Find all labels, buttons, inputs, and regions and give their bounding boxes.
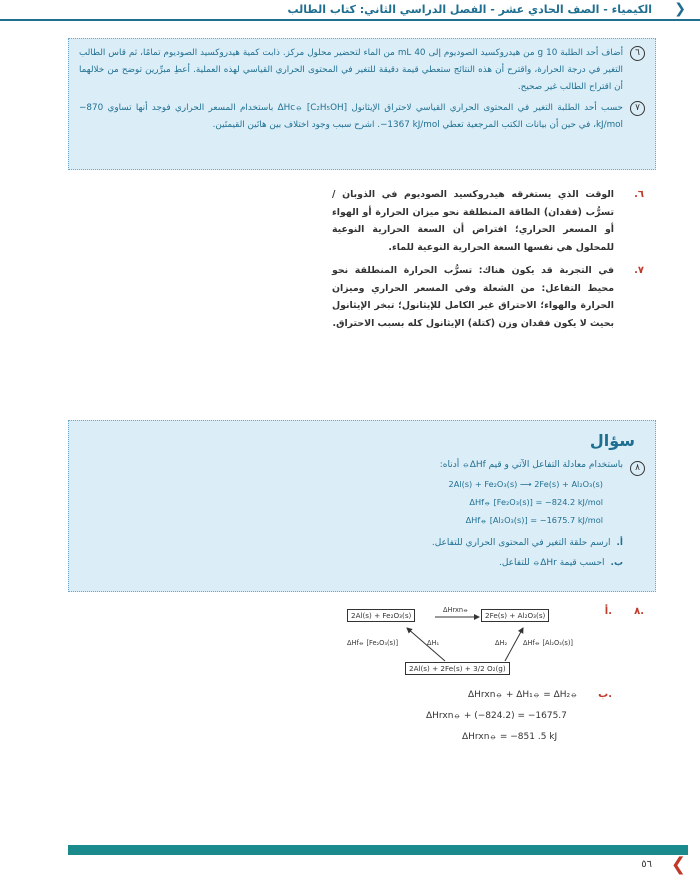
cycle-dh2-label: ΔH₂ <box>495 639 508 647</box>
answer-7-text: في التجربة قد يكون هناك: تسرُّب الحرارة المنطلقة نحو محيط التفاعل: من الشعلة وفي المسعر الحراري وميزان الحرارة والهواء؛ الاحتراق غير الكامل للإيثانول؛ تبخر الإيثانول بحيث لا يكون فقدان وزن (كتلة) الإيثانول كله بسبب الاحتراق. <box>332 265 614 329</box>
question-6-text: أضاف أحد الطلبة 10 g من هيدروكسيد الصوديوم إلى 40 mL من الماء لتحضير محلول مركز. ذابت كمية هيدروكسيد الصوديوم تمامًا، ثم قاس الطالب التغير في درجة الحرارة، واقترح أن هذه النتائج ستعطي قيمة دقيقة للتغير في المحتوى الحراري القياسي لهذه العملية. أعطِ مبرِّرين توضح من خلالهما أن اقتراح الطالب غير صحيح. <box>79 48 624 92</box>
enthalpy-cycle-diagram <box>345 606 605 688</box>
calc-line-2: ΔHrxn⦵ + (−824.2) = −1675.7 <box>426 711 567 721</box>
answer-7-number: ٧. <box>634 265 644 276</box>
page-header <box>0 0 700 22</box>
enthalpy-fe2o3: ΔHf⦵ [Fe₂O₃(s)] = −824.2 kJ/mol <box>469 497 603 507</box>
answer-8-number: ٨. <box>634 606 644 617</box>
cycle-right-label: ΔHf⦵ [Al₂O₃(s)] <box>523 639 573 647</box>
page-number: ٥٦ <box>641 859 652 870</box>
answer-8-part-a-label: أ. <box>604 606 612 617</box>
question-8-number: ٨ <box>630 461 645 476</box>
question-8-text: باستخدام معادلة التفاعل الآتي و قيم ΔHf⦵ أدناه: <box>439 460 623 470</box>
chevron-left-icon[interactable]: ❮ <box>670 854 686 875</box>
cycle-left-label: ΔHf⦵ [Fe₂O₃(s)] <box>347 639 399 647</box>
calc-line-1: ΔHrxn⦵ + ΔH₁⦵ = ΔH₂⦵ <box>468 690 578 700</box>
question-box <box>68 420 656 592</box>
question-7-text: حسب أحد الطلبة التغير في المحتوى الحراري القياسي لاحتراق الإيثانول ΔHc⦵ [C₂H₅OH] باستخدام المسعر الحراري فوجد أنها تساوي ‎−870 kJ/mol‎، في حين أن بيانات الكتب المرجعية تعطي ‎−1367 kJ/mol‎. اشرح سبب وجود اختلاف بين هاتَين القيمتَين. <box>79 103 623 130</box>
question-6 <box>79 45 645 96</box>
answer-7 <box>332 262 644 332</box>
calc-line-3: ΔHrxn⦵ = −851 .5 kJ <box>462 732 558 742</box>
chevron-right-icon[interactable]: ❯ <box>674 1 686 17</box>
answer-6 <box>332 186 644 256</box>
cycle-elements-box: 2Al(s) + 2Fe(s) + 3/2 O₂(g) <box>405 662 510 675</box>
answer-6-number: ٦. <box>634 189 644 200</box>
question-7 <box>79 100 645 134</box>
answer-8-part-b-label: ب. <box>598 689 612 700</box>
part-a-text: ارسم حلقة التغير في المحتوى الحراري للتفاعل. <box>431 538 611 548</box>
question-8-part-a <box>432 538 623 548</box>
question-8-part-b <box>499 558 623 568</box>
question-6-number: ٦ <box>630 46 645 61</box>
cycle-reactants-box: 2Al(s) + Fe₂O₃(s) <box>347 609 415 622</box>
answer-6-text: الوقت الذي يستغرقه هيدروكسيد الصوديوم في الذوبان / تسرُّب (فقدان) الطاقة المنطلقة نحو ميزان الحرارة أو الهواء أو المسعر الحراري؛ افتراض أن السعة الحرارية النوعية للمحلول هي نفسها السعة الحرارية النوعية للماء. <box>332 189 614 253</box>
part-b-label: ب. <box>610 558 623 568</box>
reaction-equation: 2Al(s) + Fe₂O₃(s) ⟶ 2Fe(s) + Al₂O₃(s) <box>448 479 603 489</box>
question-7-number: ٧ <box>630 101 645 116</box>
part-b-text: احسب قيمة ΔHr⦵ للتفاعل. <box>498 558 605 568</box>
right-arrow <box>505 628 523 661</box>
left-arrow <box>407 628 445 661</box>
cycle-dh1-label: ΔH₁ <box>427 639 440 647</box>
question-box-title: سؤال <box>589 431 635 450</box>
enthalpy-al2o3: ΔHf⦵ [Al₂O₃(s)] = −1675.7 kJ/mol <box>465 515 603 525</box>
header-title: الكيمياء - الصف الحادي عشر - الفصل الدراسي الثاني: كتاب الطالب <box>287 3 652 16</box>
cycle-top-label: ΔHrxn⦵ <box>443 606 469 614</box>
answers-section <box>332 186 644 332</box>
header-divider <box>0 19 700 21</box>
cycle-products-box: 2Fe(s) + Al₂O₃(s) <box>481 609 549 622</box>
part-a-label: أ. <box>616 538 623 548</box>
footer-bar <box>68 845 688 855</box>
review-questions-box <box>68 38 656 170</box>
